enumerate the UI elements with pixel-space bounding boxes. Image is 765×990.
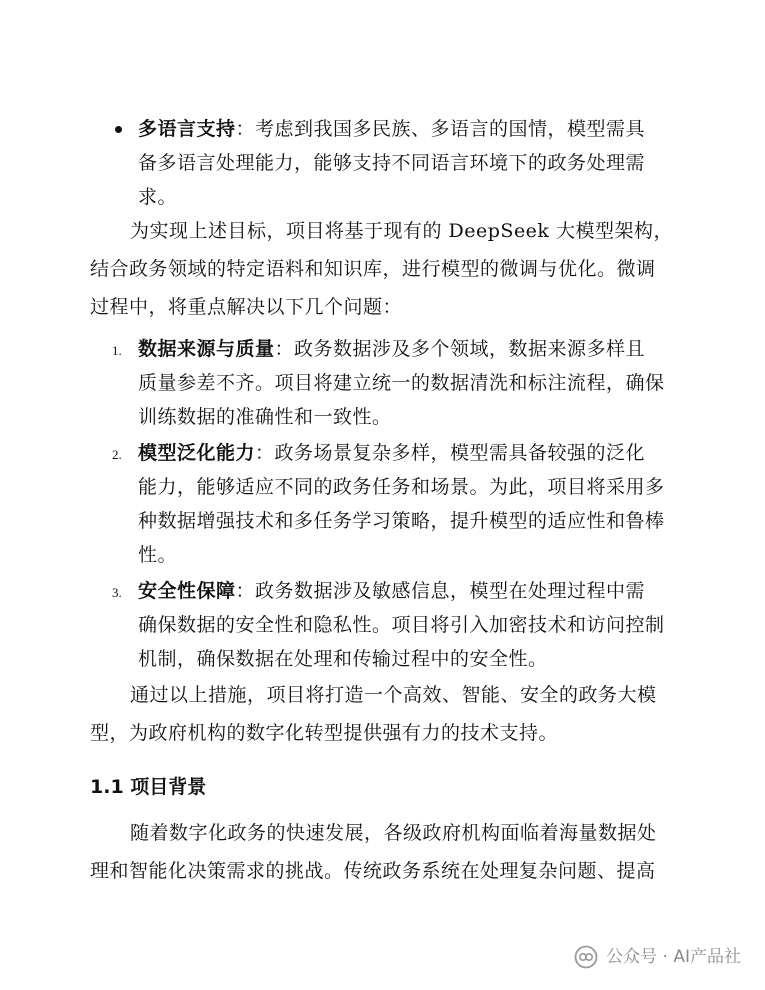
bullet-title: 多语言支持	[138, 118, 236, 140]
wechat-account-icon	[574, 945, 598, 969]
item1-line-2: 质量参差不齐。项目将建立统一的数据清洗和标注流程，确保	[138, 372, 665, 394]
closing-line-2: 型，为政府机构的数字化转型提供强有力的技术支持。	[90, 722, 559, 744]
item3-line-1: 安全性保障：政务数据涉及敏感信息，模型在处理过程中需	[138, 580, 646, 602]
item1-line-3: 训练数据的准确性和一致性。	[138, 406, 392, 428]
item3-title: 安全性保障	[138, 580, 236, 602]
item3-line-3: 机制，确保数据在处理和传输过程中的安全性。	[138, 648, 548, 670]
item1-title: 数据来源与质量	[138, 338, 275, 360]
list-marker-3: 3.	[112, 585, 122, 600]
section-line-2: 理和智能化决策需求的挑战。传统政务系统在处理复杂问题、提高	[90, 860, 656, 882]
section-heading: 1.1 项目背景	[90, 776, 207, 798]
item1-line-1: 数据来源与质量：政务数据涉及多个领域，数据来源多样且	[138, 338, 646, 360]
item2-line-3: 种数据增强技术和多任务学习策略，提升模型的适应性和鲁棒	[138, 510, 665, 532]
bullet-line-3: 求。	[138, 186, 178, 208]
watermark-text: 公众号 · AI产品社	[606, 947, 741, 967]
intro-line-3: 过程中，将重点解决以下几个问题：	[90, 296, 403, 318]
list-marker-2: 2.	[112, 447, 122, 462]
item2-title: 模型泛化能力	[138, 442, 256, 464]
item2-line-1: 模型泛化能力：政务场景复杂多样，模型需具备较强的泛化	[138, 442, 646, 464]
item2-line-2: 能力，能够适应不同的政务任务和场景。为此，项目将采用多	[138, 476, 665, 498]
intro-line-2: 结合政务领域的特定语料和知识库，进行模型的微调与优化。微调	[90, 258, 656, 280]
intro-line-1: 为实现上述目标，项目将基于现有的 DeepSeek 大模型架构，	[130, 220, 673, 242]
closing-line-1: 通过以上措施，项目将打造一个高效、智能、安全的政务大模	[130, 684, 657, 706]
bullet-line-2: 备多语言处理能力，能够支持不同语言环境下的政务处理需	[138, 152, 646, 174]
section-line-1: 随着数字化政务的快速发展，各级政府机构面临着海量数据处	[130, 822, 657, 844]
item3-line-2: 确保数据的安全性和隐私性。项目将引入加密技术和访问控制	[138, 614, 665, 636]
list-marker-1: 1.	[112, 343, 122, 358]
item2-line-4: 性。	[138, 544, 178, 566]
bullet-line-1: 多语言支持：考虑到我国多民族、多语言的国情，模型需具	[138, 118, 646, 140]
bullet-dot	[115, 126, 122, 133]
watermark	[574, 944, 741, 970]
